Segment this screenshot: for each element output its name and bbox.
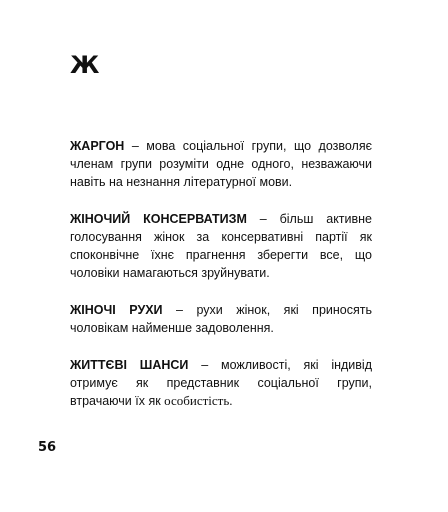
- entry-term: ЖИТТЄВІ ШАНСИ: [70, 358, 189, 372]
- entry-term: ЖІНОЧИЙ КОНСЕРВАТИЗМ: [70, 212, 247, 226]
- page-number: 56: [38, 440, 57, 455]
- glossary-entry: [70, 301, 372, 337]
- glossary-entry: [70, 137, 372, 191]
- entry-definition: – мова соціальної групи, що дозволяє членам групи розуміти одне одного, незважаючи навіть на незнання літературної мови.: [70, 139, 372, 189]
- entry-definition: – рухи жінок, які приносять чоловікам найменше задоволення.: [70, 303, 372, 335]
- entry-definition: – більш активне голосування жінок за консервативні партії як споконвічне їхнє прагнення зберегти все, що чоловіки намагаються зруйнувати.: [70, 212, 373, 280]
- entry-term: ЖАРГОН: [70, 139, 125, 153]
- glossary-entry: [70, 356, 372, 410]
- entry-term: ЖІНОЧІ РУХИ: [70, 303, 163, 317]
- entry-definition: – можливості, які індивід отримує як представник соціальної групи, втрачаючи їх як: [70, 358, 372, 408]
- glossary-entries: [70, 137, 372, 429]
- section-letter: Ж: [70, 51, 100, 79]
- entry-definition-end: особистість.: [164, 393, 233, 408]
- glossary-entry: [70, 210, 372, 282]
